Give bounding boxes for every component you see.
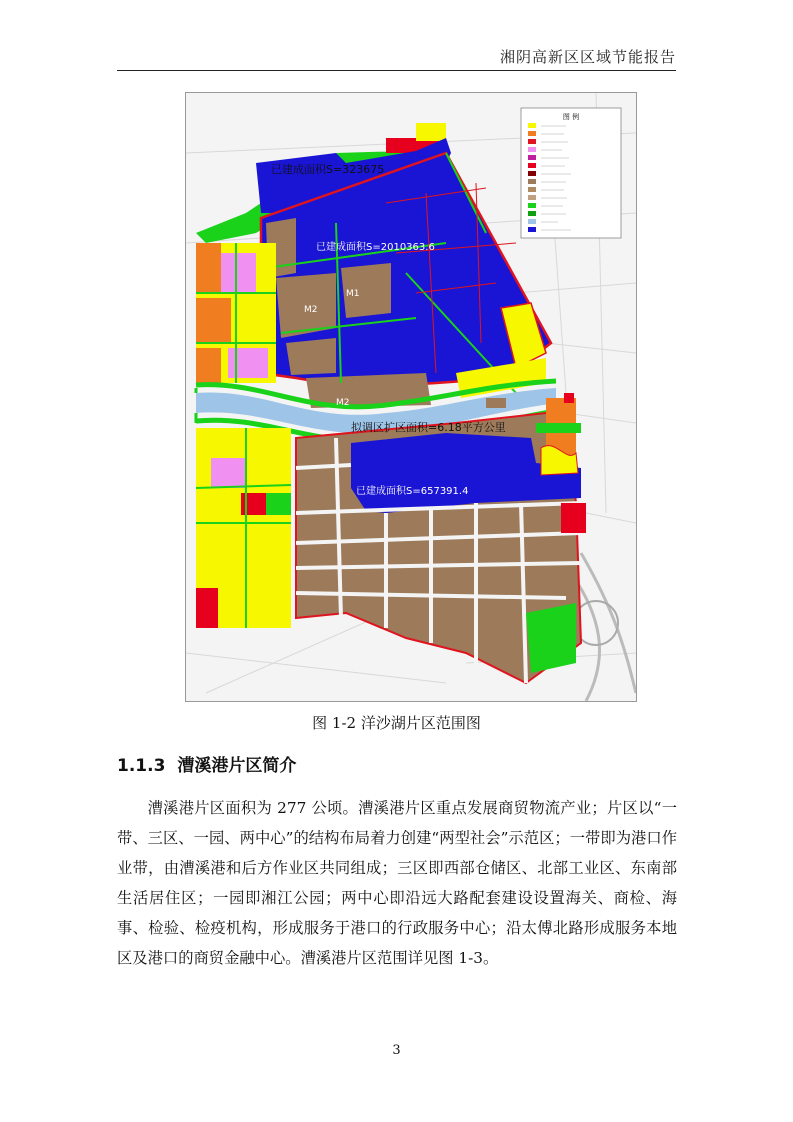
zoning-map: [186, 93, 636, 701]
label-zone-m1: M1: [346, 289, 360, 299]
body-paragraph: 漕溪港片区面积为 277 公顷。漕溪港片区重点发展商贸物流产业；片区以“一带、三区、一园、两中心”的结构布局着力创建“两型社会”示范区；一带即为港口作业带，由漕溪港和后方作业区共同组成；三区即西部仓储区、北部工业区、东南部生活居住区；一园即湘江公园；两中心即沿远大路配套建设设置海关、商检、海事、检验、检疫机构，形成服务于港口的行政服务中心；沿太傅北路形成服务本地区及港口的商贸金融中心。漕溪港片区范围详见图 1-3。: [117, 799, 677, 967]
label-zone-m2: M2: [304, 305, 318, 315]
label-built-area-3: 已建成面积S=657391.4: [356, 486, 469, 497]
label-proposed-area: 拟调区扩区面积=6.18平方公里: [351, 421, 506, 434]
label-built-area-1: 已建成面积S=323675: [271, 163, 385, 176]
running-header: 湘阴高新区区域节能报告: [499, 48, 676, 66]
figure-caption: 图 1-2 洋沙湖片区范围图: [312, 714, 481, 732]
label-zone-m2b: M2: [336, 398, 350, 408]
section-title-text: 漕溪港片区简介: [177, 756, 297, 776]
map-legend: [521, 108, 621, 238]
header-rule: [117, 70, 676, 71]
zoning-map-figure: [185, 92, 637, 702]
label-built-area-2: 已建成面积S=2010363.6: [316, 242, 435, 253]
section-number: 1.1.3: [117, 756, 166, 776]
page-number: 3: [392, 1043, 401, 1058]
legend-title: 图 例: [562, 113, 580, 121]
section-heading: [117, 751, 296, 776]
